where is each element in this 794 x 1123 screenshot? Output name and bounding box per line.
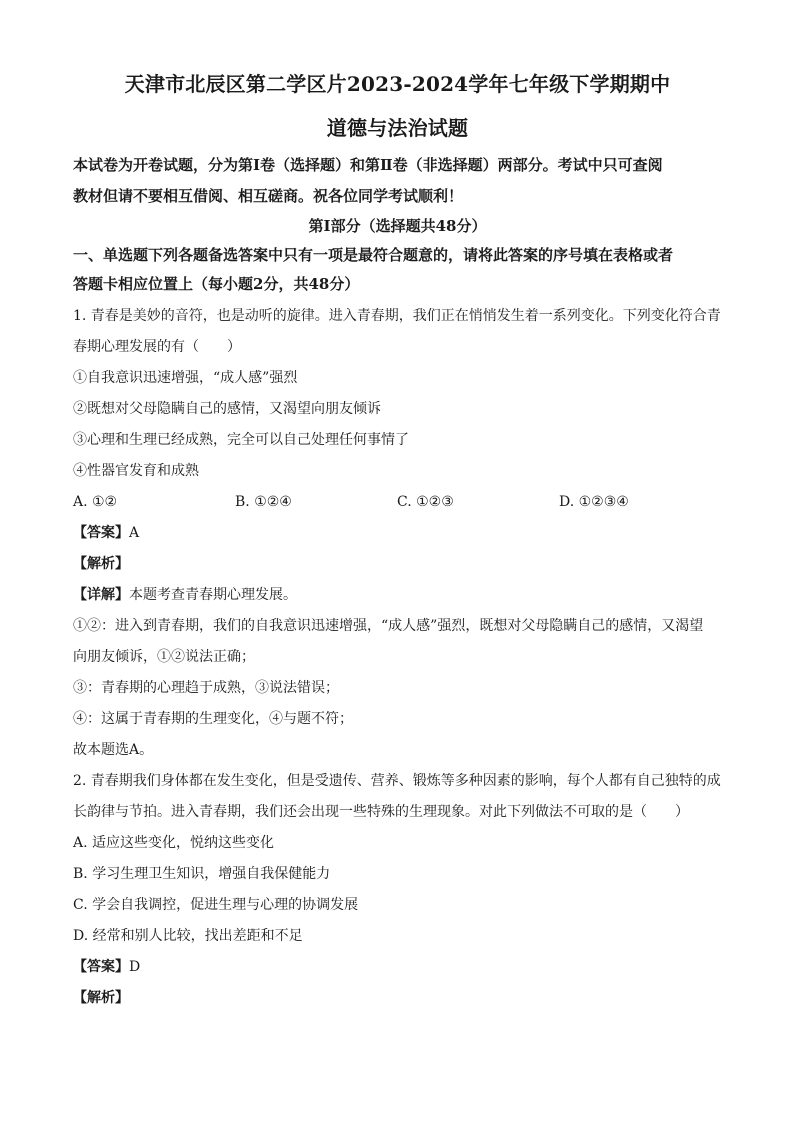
explanation-line: ④：这属于青春期的生理变化，④与题不符； — [73, 711, 353, 727]
analysis-line — [73, 549, 722, 580]
explanation-line: ③：青春期的心理趋于成熟，③说法错误； — [73, 680, 339, 696]
explanation-line: 故本题选A。 — [73, 742, 154, 758]
option-d: D. 经常和别人比较，找出差距和不足 — [73, 928, 303, 944]
question-stem-line1: 1. 青春是美妙的音符，也是动听的旋律。进入青春期，我们正在悄悄发生着一系列变化。下列变化符合青 — [73, 308, 721, 324]
exam-instructions — [73, 150, 722, 212]
answer-line — [73, 518, 722, 549]
exam-title-line2: 道德与法治试题 — [326, 116, 469, 140]
question-1 — [73, 301, 722, 766]
explanation-line: ①②：进入到青春期，我们的自我意识迅速增强，“成人感”强烈，既想对父母隐瞒自己的感情，又渴望 — [73, 618, 704, 634]
answer-tag: 【答案】 — [73, 525, 129, 541]
exam-title-line1: 天津市北辰区第二学区片2023-2024学年七年级下学期期中 — [124, 72, 671, 96]
section-heading — [73, 241, 722, 299]
question-stem-line2: 春期心理发展的有（ ） — [73, 339, 241, 355]
detail-line — [73, 580, 722, 611]
explanation-line: 向朋友倾诉，①②说法正确； — [73, 649, 255, 665]
statement-item: ④性器官发育和成熟 — [73, 463, 199, 479]
section-heading-line1: 一、单选题下列各题备选答案中只有一项是最符合题意的，请将此答案的序号填在表格或者 — [73, 246, 674, 264]
option-b: B. 学习生理卫生知识，增强自我保健能力 — [73, 866, 331, 882]
detail-tag: 【详解】 — [73, 587, 129, 603]
option-d: D. ①②③④ — [559, 494, 629, 510]
statement-item: ②既想对父母隐瞒自己的感情，又渴望向朋友倾诉 — [73, 401, 381, 417]
statement-item: ①自我意识迅速增强，“成人感”强烈 — [73, 370, 298, 386]
section-heading-line2: 答题卡相应位置上（每小题2分，共48分） — [73, 275, 360, 293]
question-stem-line2: 长韵律与节拍。进入青春期，我们还会出现一些特殊的生理现象。对此下列做法不可取的是（ ） — [73, 804, 689, 820]
option-a: A. ①② — [73, 494, 118, 510]
detail-text: 本题考查青春期心理发展。 — [129, 587, 297, 603]
answer-value: A — [129, 525, 140, 541]
statement-item: ③心理和生理已经成熟，完全可以自己处理任何事情了 — [73, 432, 409, 448]
option-c: C. ①②③ — [397, 494, 454, 510]
option-a: A. 适应这些变化，悦纳这些变化 — [73, 835, 275, 851]
analysis-tag: 【解析】 — [73, 556, 129, 572]
part-heading: 第Ⅰ部分（选择题共48分） — [308, 217, 487, 235]
option-c: C. 学会自我调控，促进生理与心理的协调发展 — [73, 897, 359, 913]
question-2 — [73, 766, 722, 1014]
question-stem-line1: 2. 青春期我们身体都在发生变化，但是受遗传、营养、锻炼等多种因素的影响，每个人都有自己独特的成 — [73, 773, 721, 789]
option-b: B. ①②④ — [235, 494, 292, 510]
instructions-line1: 本试卷为开卷试题，分为第Ⅰ卷（选择题）和第Ⅱ卷（非选择题）两部分。考试中只可查阅 — [73, 156, 663, 174]
answer-value: D — [129, 959, 141, 975]
analysis-line — [73, 983, 722, 1014]
analysis-tag: 【解析】 — [73, 990, 129, 1006]
instructions-line2: 教材但请不要相互借阅、相互磋商。祝各位同学考试顺利！ — [73, 187, 464, 205]
answer-options — [73, 487, 722, 518]
answer-tag: 【答案】 — [73, 959, 129, 975]
answer-line — [73, 952, 722, 983]
